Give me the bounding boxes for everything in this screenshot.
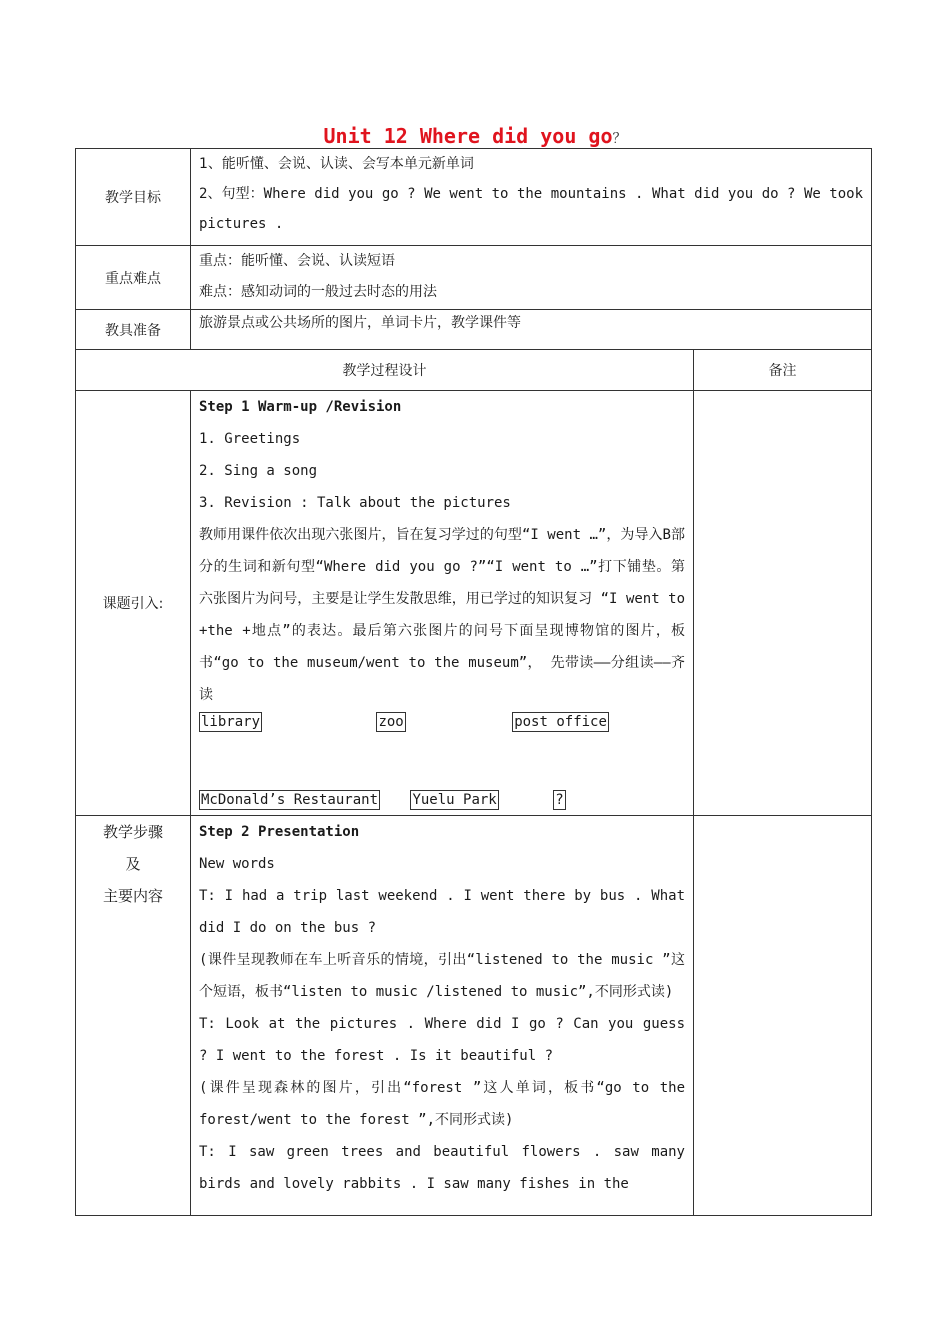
keypoints-line-1: 重点：能听懂、会说、认读短语	[199, 253, 395, 269]
word-box-yuelu-park: Yuelu Park	[412, 792, 497, 808]
word-box-question: ?	[555, 792, 564, 808]
objectives-content	[191, 149, 872, 246]
intro-row	[76, 391, 872, 816]
process-design-header: 教学过程设计	[76, 350, 694, 391]
main-label-line-1: 教学步骤	[102, 823, 163, 841]
document-title	[0, 124, 950, 148]
materials-row	[76, 310, 872, 350]
word-box-zoo: zoo	[378, 714, 404, 730]
materials-label: 教具准备	[76, 310, 191, 350]
word-box-library: library	[201, 714, 261, 730]
lesson-plan-table	[75, 148, 872, 1216]
title-question-mark: ？	[612, 131, 627, 147]
materials-text: 旅游景点或公共场所的图片，单词卡片，教学课件等	[199, 315, 521, 331]
main-content	[191, 816, 694, 1216]
keypoints-row	[76, 246, 872, 310]
word-boxes-row-1	[199, 711, 685, 733]
main-label-line-2: 及	[125, 855, 141, 873]
main-step-title: Step 2 Presentation	[199, 824, 360, 840]
objectives-label: 教学目标	[76, 149, 191, 246]
main-paragraph-5: T: I saw green trees and beautiful flowers . saw many birds and lovely rabbits . I saw many fishes in the	[199, 1144, 685, 1192]
main-paragraph-2: (课件呈现教师在车上听音乐的情境，引出“listened to the music ”这个短语，板书“listen to music /listened to music”,不同形式读)	[199, 952, 685, 1000]
word-box-post-office: post office	[514, 714, 607, 730]
main-subtitle: New words	[199, 856, 275, 872]
main-label-line-3: 主要内容	[102, 887, 163, 905]
objectives-row	[76, 149, 872, 246]
main-paragraph-4: (课件呈现森林的图片，引出“forest ”这人单词，板书“go to the forest/went to the forest ”,不同形式读)	[199, 1080, 685, 1128]
word-boxes-row-2	[199, 789, 685, 811]
word-box-mcdonalds: McDonald’s Restaurant	[201, 792, 379, 808]
intro-item-2: 2. Sing a song	[199, 463, 318, 479]
materials-content	[191, 310, 872, 350]
intro-item-1: 1. Greetings	[199, 431, 301, 447]
objectives-line-1: 1、能听懂、会说、认读、会写本单元新单词	[199, 156, 474, 172]
main-row	[76, 816, 872, 1216]
notes-header: 备注	[694, 350, 872, 391]
main-label	[76, 816, 191, 1216]
main-paragraph-1: T: I had a trip last weekend . I went there by bus . What did I do on the bus ?	[199, 888, 685, 936]
process-header-row	[76, 350, 872, 391]
main-paragraph-3: T: Look at the pictures . Where did I go ? Can you guess ? I went to the forest . Is it beautiful ?	[199, 1016, 685, 1064]
keypoints-line-2: 难点：感知动词的一般过去时态的用法	[199, 284, 437, 300]
intro-notes-cell	[694, 391, 872, 816]
objectives-line-2: 2、句型：Where did you go ? We went to the mountains . What did you do ? We took pictures .	[199, 186, 863, 232]
title-text: Unit 12 Where did you go	[323, 124, 613, 148]
intro-step-title: Step 1 Warm-up /Revision	[199, 399, 402, 415]
intro-label: 课题引入:	[76, 391, 191, 816]
main-notes-cell	[694, 816, 872, 1216]
intro-content	[191, 391, 694, 816]
intro-item-3: 3. Revision : Talk about the pictures	[199, 495, 511, 511]
keypoints-content	[191, 246, 872, 310]
keypoints-label: 重点难点	[76, 246, 191, 310]
intro-paragraph: 教师用课件依次出现六张图片，旨在复习学过的句型“I went …”，为导入B部分的生词和新句型“Where did you go ?”“I went to …”打下铺垫。第六张图片为问号，主要是让学生发散思维，用已学过的知识复习 “I went to +the +地点”的表达。最后第六张图片的问号下面呈现博物馆的图片，板书“go to the museum/went to the museum”， 先带读——分组读——齐读	[199, 527, 685, 703]
